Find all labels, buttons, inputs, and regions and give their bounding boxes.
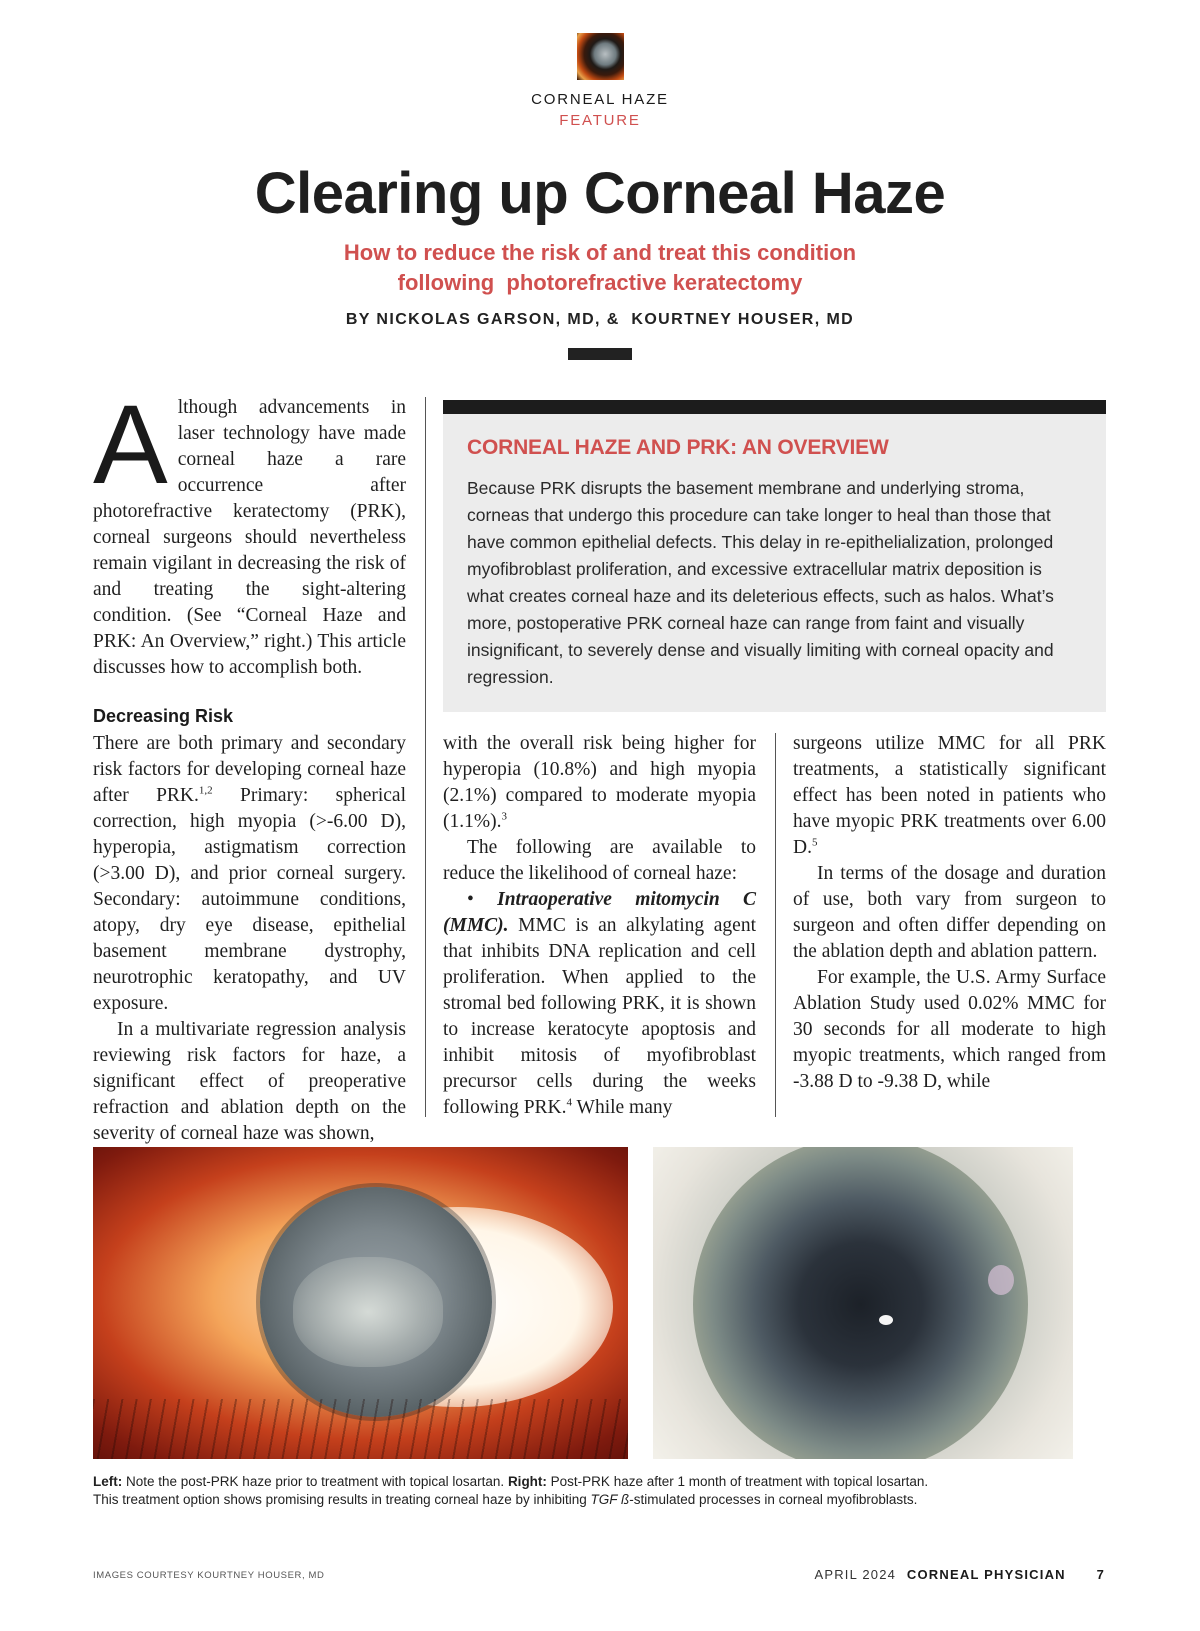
section-heading: Decreasing Risk — [93, 706, 234, 726]
sidebar-title: CORNEAL HAZE AND PRK: AN OVERVIEW — [467, 436, 889, 459]
drop-cap: A — [93, 382, 168, 507]
photo-caption — [93, 1473, 1106, 1509]
text-run: There are both primary and secondary risk factors for developing corneal haze after PRK. — [93, 733, 406, 806]
caption-line-2 — [93, 1491, 1106, 1509]
text-run: Primary: spherical correction, high myopia (>-6.00 D), hyperopia, astigmatism correction (>3.00 D), and prior corneal surgery. Secondary: autoimmune conditions, atopy, dry eye disease, epithelial basement membrane dystrophy, neurotrophic keratopathy, and UV exposure. — [93, 785, 406, 1014]
column-3-text — [793, 731, 1106, 1095]
text-run: with the overall risk being higher for hyperopia (10.8%) and high myopia (2.1%) compared to moderate myopia (1.1%). — [443, 733, 756, 832]
iris — [693, 1147, 1028, 1459]
magazine-name: CORNEAL PHYSICIAN — [906, 1567, 1066, 1582]
caption-text: Note the post-PRK haze prior to treatment with topical losartan. — [122, 1474, 508, 1489]
light-reflection — [988, 1265, 1014, 1295]
subtitle-line-2: following photorefractive keratectomy — [397, 270, 803, 295]
text-run: surgeons utilize MMC for all PRK treatments, a statistically significant effect has been noted in patients who have myopic PRK treatments over 6.00 D. — [793, 733, 1106, 858]
intro-paragraph — [93, 382, 406, 681]
image-credit: IMAGES COURTESY KOURTNEY HOUSER, MD — [93, 1570, 325, 1581]
section-kicker-sub: FEATURE — [559, 112, 641, 129]
paragraph: The following are available to reduce the likelihood of corneal haze: — [443, 837, 756, 884]
section-kicker: CORNEAL HAZE — [531, 91, 669, 108]
article-title: Clearing up Corneal Haze — [254, 161, 946, 226]
bullet-icon: • — [467, 889, 498, 910]
reference-superscript: 1,2 — [198, 784, 213, 797]
light-reflection — [879, 1315, 893, 1325]
intro-text: lthough advancements in laser technology have made corneal haze a rare occurrence after photorefractive keratectomy (PRK), corneal surgeons should nevertheless remain vigilant in decreasing the risk of and treating the sight-altering condition. (See “Corneal Haze and PRK: An Overview,” right.) This article discusses how to accomplish both. — [93, 397, 406, 678]
reference-superscript: 4 — [566, 1096, 573, 1109]
page-number: 7 — [1096, 1567, 1105, 1582]
text-run: MMC is an alkylating agent that inhibits DNA replication and cell proliferation. When applied to the stromal bed following PRK, it is shown to increase keratocyte apoptosis and inhibit mitosis of myofibroblast precursor cells during the weeks following PRK. — [443, 915, 756, 1118]
article-subtitle — [250, 238, 950, 298]
caption-text: This treatment option shows promising results in treating corneal haze by inhibiting — [93, 1492, 591, 1507]
magazine-section-logo — [577, 33, 624, 80]
sidebar-box — [443, 400, 1106, 712]
photo-eye-before-treatment — [93, 1147, 628, 1459]
sidebar-text: Because PRK disrupts the basement membrane and underlying stroma, corneas that undergo this procedure can take longer to heal than those that have common epithelial defects. This delay in re-epithelialization, prolonged myofibroblast proliferation, and excessive extracellular matrix deposition is what creates corneal haze and its deleterious effects, such as halos. What’s more, postoperative PRK corneal haze can range from faint and visually insignificant, to severely dense and visually limiting with corneal opacity and regression. — [467, 478, 1054, 687]
corneal-haze — [293, 1257, 443, 1367]
paragraph — [793, 731, 1106, 861]
caption-text: Post-PRK haze after 1 month of treatment with topical losartan. — [546, 1474, 929, 1489]
paragraph: In terms of the dosage and duration of use, both vary from surgeon to surgeon and often differ depending on the ablation depth and ablation pattern. — [793, 863, 1106, 962]
caption-emphasis: TGF ß — [590, 1492, 630, 1507]
photo-eye-after-treatment — [653, 1147, 1073, 1459]
reference-superscript: 3 — [501, 810, 507, 823]
caption-label: Left: — [93, 1474, 123, 1489]
caption-label: Right: — [507, 1474, 547, 1489]
column-divider — [775, 733, 776, 1117]
caption-text: -stimulated processes in corneal myofibroblasts. — [629, 1492, 918, 1507]
page-footer — [814, 1567, 1105, 1582]
subtitle-line-1: How to reduce the risk of and treat this condition — [343, 240, 857, 265]
caption-line-1 — [93, 1473, 1106, 1491]
byline: BY NICKOLAS GARSON, MD, & KOURTNEY HOUSER, MD — [345, 311, 855, 328]
column-divider — [425, 397, 426, 1117]
paragraph: In a multivariate regression analysis reviewing risk factors for haze, a significant effect of preoperative refraction and ablation depth on the severity of corneal haze was shown, — [93, 1019, 406, 1144]
column-2-text — [443, 731, 756, 1121]
paragraph: For example, the U.S. Army Surface Ablation Study used 0.02% MMC for 30 seconds for all moderate to high myopic treatments, which ranged from -3.88 D to -9.38 D, while — [793, 967, 1106, 1092]
eyelashes — [93, 1399, 628, 1459]
issue-date: APRIL 2024 — [814, 1567, 897, 1582]
paragraph — [443, 731, 756, 835]
title-divider — [568, 348, 632, 360]
paragraph — [93, 731, 406, 1017]
column-1-text — [93, 731, 406, 1147]
bullet-lead: Intraoperative mitomycin C (MMC). — [443, 889, 756, 936]
text-run: While many — [572, 1097, 673, 1118]
reference-superscript: 5 — [811, 836, 818, 849]
bullet-paragraph — [443, 887, 756, 1121]
